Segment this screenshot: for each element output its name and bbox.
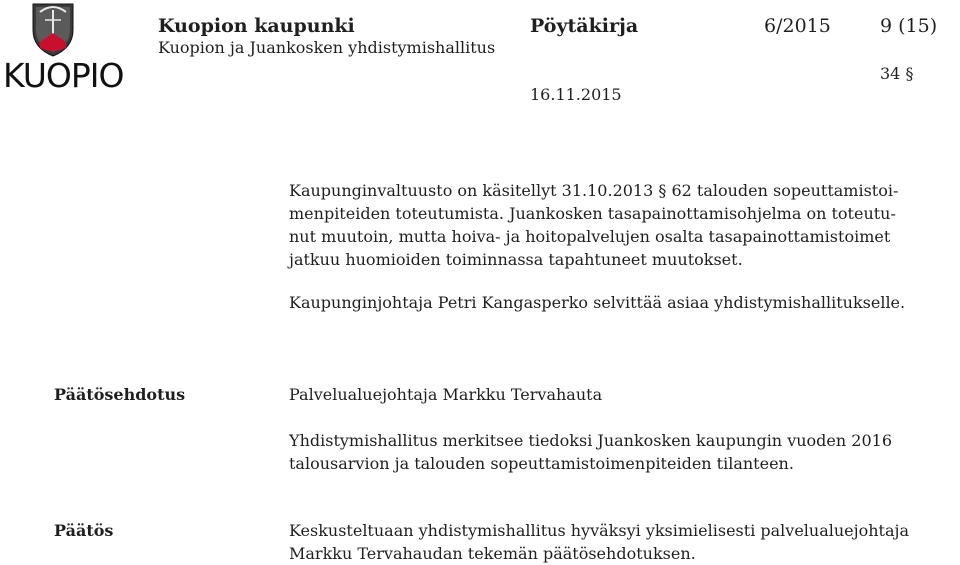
text-line: talousarvion ja talouden sopeuttamistoimenpiteiden tilanteen.: [289, 454, 794, 473]
decision-label: Päätös: [54, 521, 114, 540]
text-line: Palvelualuejohtaja Markku Tervahauta: [289, 385, 603, 404]
text-line: Yhdistymishallitus merkitsee tiedoksi Juankosken kaupungin vuoden 2016: [289, 431, 892, 450]
section-number: 34 §: [880, 64, 914, 83]
organization-name: Kuopion kaupunki: [158, 15, 355, 37]
mayor-paragraph: [289, 291, 954, 314]
document-type: Pöytäkirja: [530, 15, 639, 37]
text-line: Keskusteltuaan yhdistymishallitus hyväksyi yksimielisesti palvelualuejohtaja: [289, 521, 910, 540]
text-line: Kaupunginjohtaja Petri Kangasperko selvittää asiaa yhdistymishallitukselle.: [289, 293, 906, 312]
proposal-label: Päätösehdotus: [54, 385, 186, 404]
text-line: nut muutoin, mutta hoiva- ja hoitopalvelujen osalta tasapainottamistoimet: [289, 227, 891, 246]
logo-wordmark: KUOPIO: [3, 56, 124, 95]
text-line: Markku Tervahaudan tekemän päätösehdotuksen.: [289, 544, 696, 563]
meeting-date: 16.11.2015: [530, 85, 622, 104]
proposal-author: [289, 383, 954, 406]
proposal-text: [289, 429, 954, 475]
text-line: jatkuu huomioiden toiminnassa tapahtuneet muutokset.: [289, 250, 743, 269]
text-line: Kaupunginvaltuusto on käsitellyt 31.10.2013 § 62 talouden sopeuttamistoi-: [289, 181, 899, 200]
document-number: 6/2015: [764, 15, 831, 37]
board-name: Kuopion ja Juankosken yhdistymishallitus: [158, 38, 496, 57]
page-number: 9 (15): [880, 15, 938, 37]
text-line: menpiteiden toteutumista. Juankosken tasapainottamisohjelma on toteutu-: [289, 204, 896, 223]
background-paragraph: [289, 179, 954, 271]
kuopio-logo: [0, 0, 124, 100]
decision-text: [289, 519, 954, 565]
coat-of-arms-icon: [0, 0, 105, 60]
